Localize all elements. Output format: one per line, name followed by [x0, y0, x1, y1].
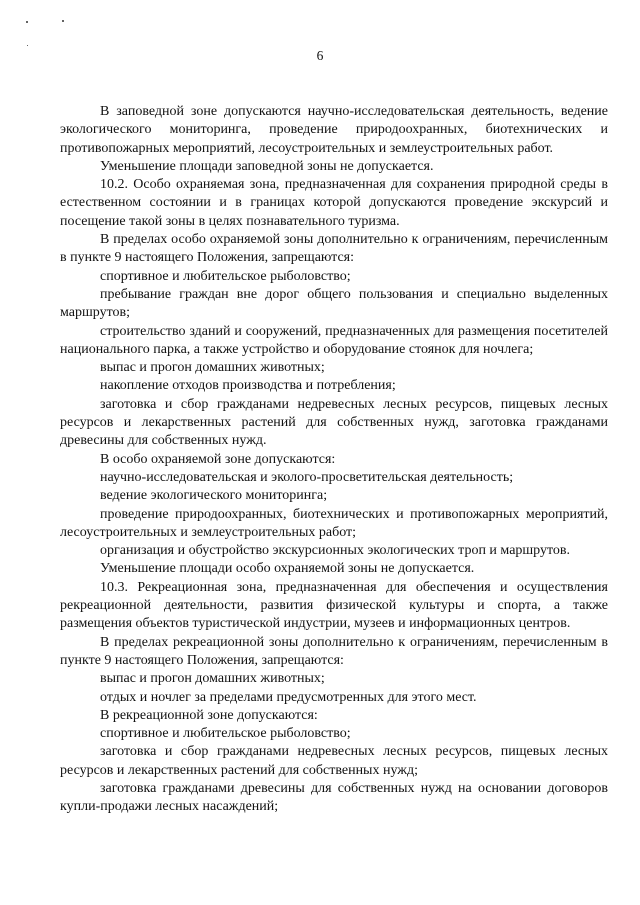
paragraph: В заповедной зоне допускаются научно-исследовательская деятельность, ведение экологического мониторинга, проведение природоохранных, биотехнических и противопожарных мероприятий, лесоустроительных и землеустроительных работ. — [60, 104, 608, 156]
paragraph: организация и обустройство экскурсионных экологических троп и маршрутов. — [100, 543, 571, 559]
paragraph: отдых и ночлег за пределами предусмотренных для этого мест. — [100, 689, 477, 705]
paragraph: Уменьшение площади особо охраняемой зоны не допускается. — [100, 561, 475, 577]
paragraph: спортивное и любительское рыболовство; — [100, 268, 351, 284]
page-number: 6 — [316, 48, 324, 63]
paragraph: спортивное и любительское рыболовство; — [100, 726, 351, 742]
paragraph: В пределах рекреационной зоны дополнительно к ограничениям, перечисленным в пункте 9 настоящего Положения, запрещаются: — [60, 634, 608, 668]
scan-speck — [26, 21, 28, 23]
paragraph: Уменьшение площади заповедной зоны не допускается. — [100, 158, 434, 174]
scan-speck — [27, 45, 28, 46]
paragraph: проведение природоохранных, биотехнических и противопожарных мероприятий, лесоустроительных и землеустроительных работ; — [60, 506, 608, 540]
document-body — [60, 103, 608, 817]
paragraph: строительство зданий и сооружений, предназначенных для размещения посетителей национального парка, а также устройство и оборудование стоянок для ночлега; — [60, 323, 608, 357]
paragraph: заготовка и сбор гражданами недревесных лесных ресурсов, пищевых лесных ресурсов и лекарственных растений для собственных нужд, заготовка гражданами древесины для собственных нужд. — [60, 396, 608, 449]
paragraph: В пределах особо охраняемой зоны дополнительно к ограничениям, перечисленным в пункте 9 настоящего Положения, запрещаются: — [60, 232, 608, 266]
paragraph: научно-исследовательская и эколого-просветительская деятельность; — [100, 469, 514, 485]
paragraph: 10.2. Особо охраняемая зона, предназначенная для сохранения природной среды в естественном состоянии и в границах которой допускаются проведение экскурсий и посещение такой зоны в целях познавательного туризма. — [60, 177, 608, 229]
paragraph: ведение экологического мониторинга; — [100, 488, 328, 504]
paragraph: В особо охраняемой зоне допускаются: — [100, 451, 336, 467]
paragraph: заготовка и сбор гражданами недревесных лесных ресурсов, пищевых лесных ресурсов и лекарственных растений для собственных нужд; — [60, 744, 608, 778]
paragraph: заготовка гражданами древесины для собственных нужд на основании договоров купли-продажи лесных насаждений; — [60, 780, 608, 815]
paragraph: накопление отходов производства и потребления; — [100, 378, 396, 394]
paragraph: выпас и прогон домашних животных; — [100, 671, 325, 687]
paragraph: пребывание граждан вне дорог общего пользования и специально выделенных маршрутов; — [60, 286, 608, 321]
paragraph: В рекреационной зоне допускаются: — [100, 707, 318, 723]
scan-speck — [62, 20, 64, 22]
paragraph: выпас и прогон домашних животных; — [100, 360, 325, 376]
paragraph: 10.3. Рекреационная зона, предназначенная для обеспечения и осуществления рекреационной деятельности, развития физической культуры и спорта, а также размещения объектов туристической индустрии, музеев и информационных центров. — [60, 579, 608, 632]
